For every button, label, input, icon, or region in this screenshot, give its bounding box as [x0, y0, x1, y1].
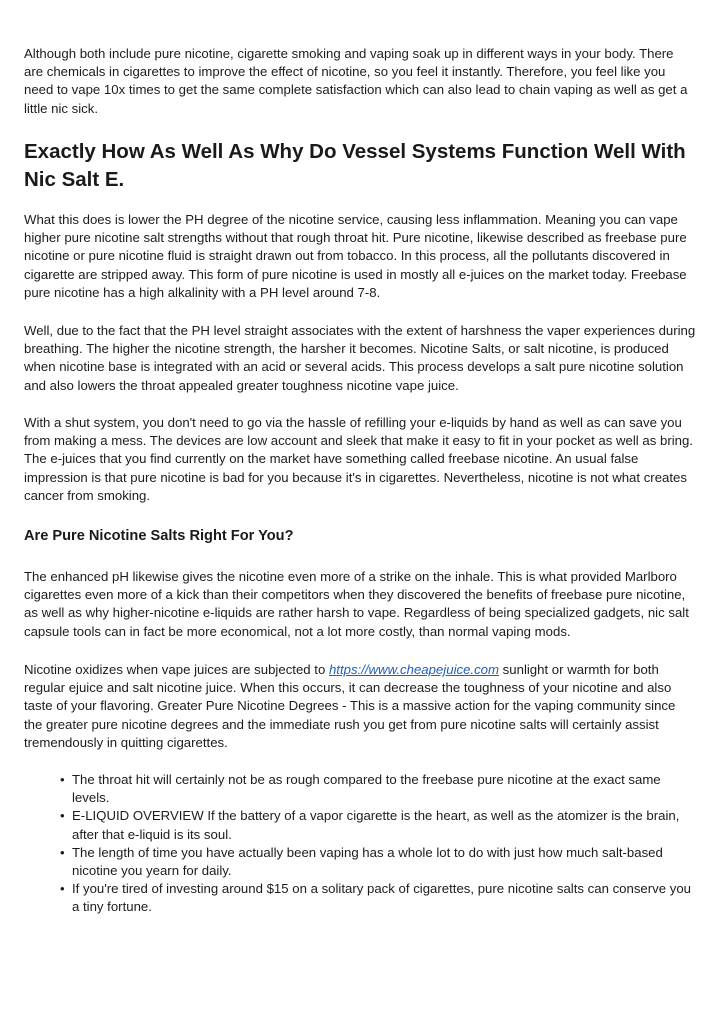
paragraph-harshness: Well, due to the fact that the PH level straight associates with the extent of harshness the vaper experiences during breathing. The higher the nicotine strength, the harsher it becomes. Nicotine Salts, or salt nicotine, is produced when nicotine base is integrated with an acid or several acids. This process develops a salt pure nicotine solution and also lowers the throat appealed greater toughness nicotine vape juice.	[24, 323, 696, 393]
list-item: • The length of time you have actually been vaping has a whole lot to do with just how much salt-based nicotine you yearn for daily.	[24, 844, 696, 880]
list-item: • E-LIQUID OVERVIEW If the battery of a vapor cigarette is the heart, as well as the atomizer is the brain, after that e-liquid is its soul.	[24, 807, 696, 843]
paragraph-enhanced-ph: The enhanced pH likewise gives the nicotine even more of a strike on the inhale. This is what provided Marlboro cigarettes even more of a kick than their competitors when they discovered the benefits of freebase pure nicotine, as well as why higher-nicotine e-liquids are rather harsh to vape. Regardless of being specialized gadgets, nic salt capsule tools can in fact be more economical, not a lot more costly, than normal vaping mods.	[24, 569, 689, 639]
list-item: • The throat hit will certainly not be as rough compared to the freebase pure nicotine at the exact same levels.	[24, 771, 696, 807]
paragraph-ph-degree: What this does is lower the PH degree of the nicotine service, causing less inflammation. Meaning you can vape higher pure nicotine salt strengths without that rough throat hit. Pure nicotine, likewise described as freebase pure nicotine or pure nicotine fluid is straight drawn out from tobacco. In this process, all the pollutants discovered in cigarette are stripped away. This form of pure nicotine is used in mostly all e-juices on the market today. Freebase pure nicotine has a high alkalinity with a PH level around 7-8.	[24, 212, 687, 300]
heading-nicotine-salts-right: Are Pure Nicotine Salts Right For You?	[24, 528, 294, 544]
list-item: • If you're tired of investing around $15 on a solitary pack of cigarettes, pure nicotine salts can conserve you a tiny fortune.	[24, 880, 696, 916]
paragraph-text: Nicotine oxidizes when vape juices are subjected to	[24, 662, 329, 677]
paragraph-oxidizes	[24, 661, 696, 752]
paragraph-closed-system: With a shut system, you don't need to go via the hassle of refilling your e-liquids by hand as well as can save you from making a mess. The devices are low account and sleek that make it easy to fit in your pocket as well as bring. The e-juices that you find currently on the market have something called freebase nicotine. An usual false impression is that pure nicotine is bad for you because it's in cigarettes. Nevertheless, nicotine is not what creates cancer from smoking.	[24, 415, 693, 503]
heading-vessel-systems: Exactly How As Well As Why Do Vessel Systems Function Well With Nic Salt E.	[24, 140, 686, 191]
cheapejuice-link[interactable]: https://www.cheapejuice.com	[328, 662, 500, 677]
paragraph-text: sunlight or warmth for both regular ejuice and salt nicotine juice. When this occurs, it can decrease the toughness of your nicotine and also taste of your flavoring. Greater Pure Nicotine Degrees - This is a massive action for the vaping community since the greater pure nicotine degrees and the immediate rush you get from pure nicotine salts will certainly assist tremendously in quitting cigarettes.	[24, 662, 676, 750]
benefits-list	[24, 771, 696, 917]
paragraph-intro: Although both include pure nicotine, cigarette smoking and vaping soak up in different ways in your body. There are chemicals in cigarettes to improve the effect of nicotine, so you feel it instantly. Therefore, you feel like you need to vape 10x times to get the same complete satisfaction which can also lead to chain vaping as well as get a little nic sick.	[24, 46, 688, 116]
